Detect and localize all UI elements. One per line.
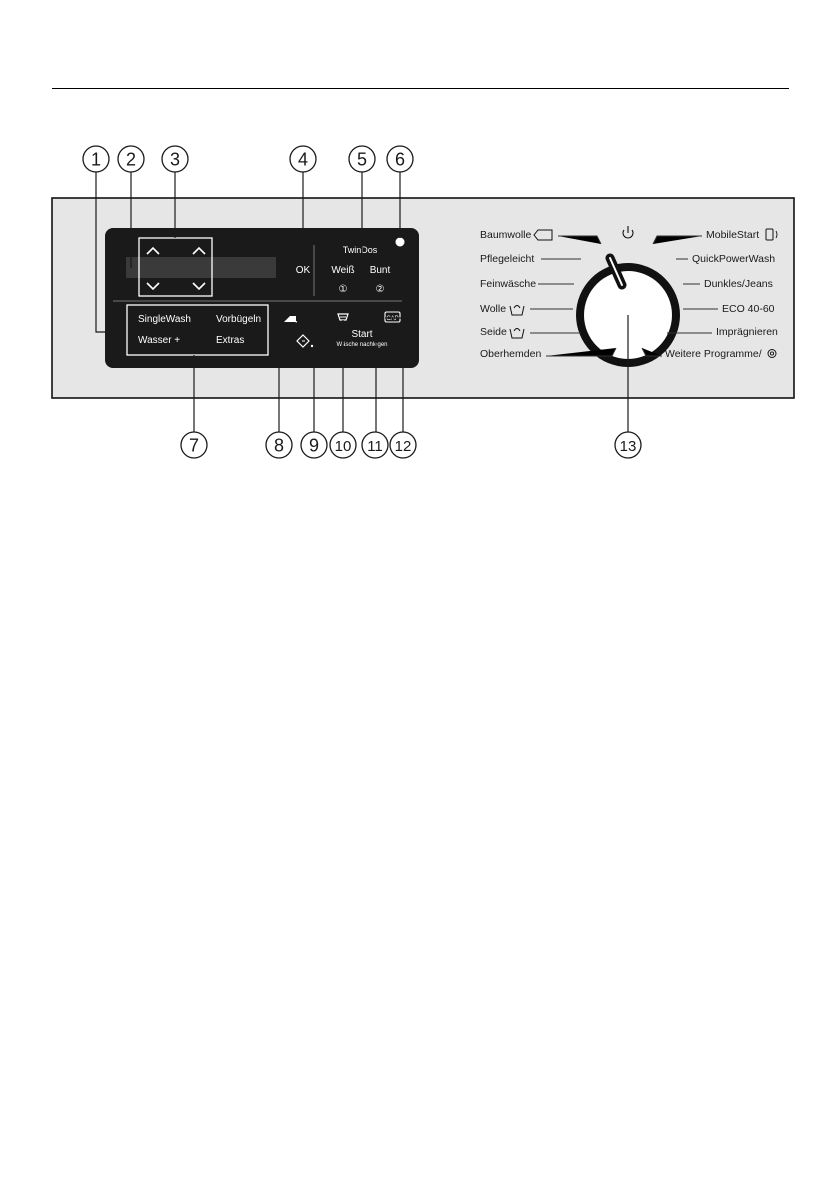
prog-wolle: Wolle — [480, 303, 507, 315]
svg-text:12: 12 — [394, 438, 412, 455]
callout-4 — [290, 146, 316, 172]
callout-1 — [83, 146, 109, 172]
twindos-container-1-marker: ① — [338, 284, 348, 295]
svg-text:7: 7 — [188, 435, 200, 456]
twindos-colour-button[interactable]: Bunt — [369, 265, 391, 276]
svg-text:2: 2 — [125, 149, 137, 170]
display-area — [126, 257, 276, 278]
start-button[interactable]: Start — [351, 329, 373, 340]
twindos-container-2-marker: ② — [375, 284, 385, 295]
twindos-label: TwinDos — [342, 245, 378, 255]
prog-mobilestart: MobileStart — [706, 229, 760, 241]
prog-seide: Seide — [480, 326, 507, 338]
svg-text:5: 5 — [356, 149, 368, 170]
svg-text:6: 6 — [394, 149, 406, 170]
prog-dunkles-jeans: Dunkles/Jeans — [704, 278, 773, 290]
svg-text:9: 9 — [308, 435, 320, 456]
extra-extras-button[interactable]: Extras — [216, 335, 245, 346]
callout-9 — [301, 432, 327, 458]
prog-weitere-programme: Weitere Programme/ — [665, 348, 762, 360]
callout-10 — [330, 432, 356, 458]
prog-baumwolle: Baumwolle — [480, 229, 532, 241]
svg-text:13: 13 — [619, 438, 637, 455]
extra-vorbugeln-button[interactable]: Vorbügeln — [216, 314, 262, 325]
sensor-dot — [396, 238, 405, 247]
twindos-white-button[interactable]: Weiß — [331, 265, 355, 276]
prog-impraegnieren: Imprägnieren — [716, 326, 778, 338]
extra-singlewash-button[interactable]: SingleWash — [138, 314, 191, 325]
callout-6 — [387, 146, 413, 172]
callout-13 — [615, 432, 641, 458]
svg-text:10: 10 — [334, 438, 352, 455]
callout-3 — [162, 146, 188, 172]
svg-text:3: 3 — [169, 149, 181, 170]
svg-text:4: 4 — [297, 149, 309, 170]
extra-wasser-button[interactable]: Wasser + — [138, 335, 181, 346]
prog-eco: ECO 40-60 — [722, 303, 775, 315]
prog-pflegeleicht: Pflegeleicht — [480, 253, 535, 265]
cap-label: CAP — [386, 316, 399, 322]
prog-quickpowerwash: QuickPowerWash — [692, 253, 776, 265]
svg-text:1: 1 — [90, 149, 102, 170]
svg-text:11: 11 — [367, 438, 383, 455]
callout-7 — [181, 432, 207, 458]
callout-2 — [118, 146, 144, 172]
prog-feinwaesche: Feinwäsche — [480, 278, 537, 290]
prog-oberhemden: Oberhemden — [480, 348, 542, 360]
callout-12 — [390, 432, 416, 458]
callout-8 — [266, 432, 292, 458]
callout-11 — [362, 432, 388, 458]
svg-text:8: 8 — [273, 435, 285, 456]
start-sublabel: Wäsche nachlegen — [336, 342, 388, 348]
callout-5 — [349, 146, 375, 172]
ok-button[interactable]: OK — [295, 265, 311, 276]
